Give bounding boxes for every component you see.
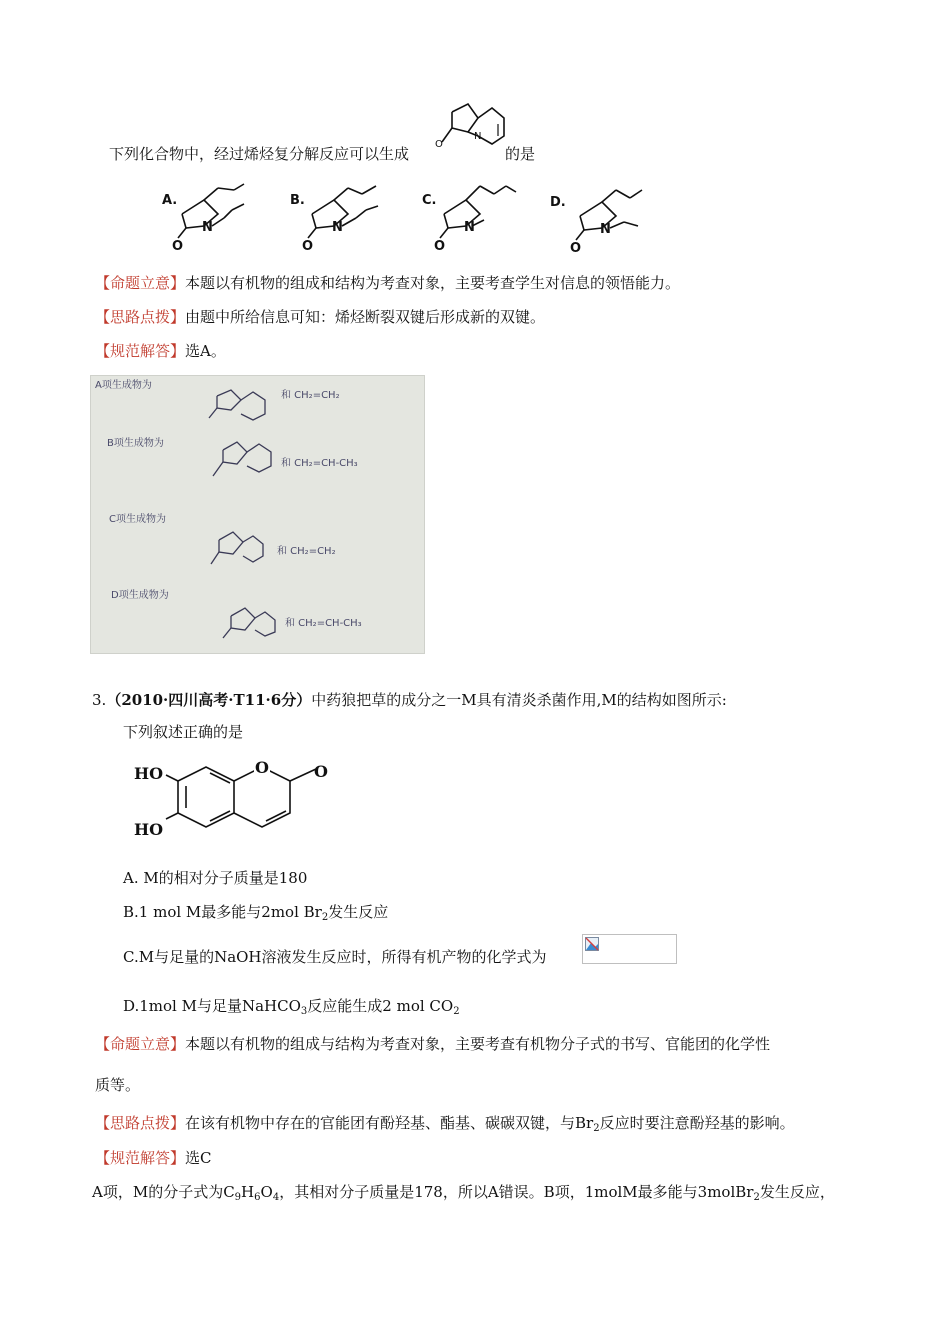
hand-A-label: A项生成物为 <box>95 380 152 391</box>
q2-guifan-text: 选A。 <box>185 342 226 360</box>
q2-mingti-tag: 【命题立意】 <box>95 274 186 292</box>
q2-option-D-label: D. <box>550 195 566 210</box>
q3-option-D-pre: D.1mol M与足量NaHCO <box>123 997 301 1015</box>
q3-struct-O-ring: O <box>255 758 269 777</box>
ans-p4: ，其相对分子质量是178，所以A错误。B项，1molM最多能与3molBr <box>279 1183 754 1201</box>
q3-header <box>92 690 727 710</box>
q3-source: （2010·四川高考·T11·6分） <box>106 691 312 709</box>
q2-stem-suffix: 的是 <box>505 145 536 163</box>
q2-options-diagram <box>160 180 720 260</box>
q3-struct-HO-top: HO <box>134 764 164 783</box>
ans-s2: 6 <box>254 1192 261 1203</box>
ans-p5: 发生反应， <box>759 1183 835 1201</box>
q2-atom-N-b: N <box>332 220 343 235</box>
q3-silu <box>95 1113 795 1133</box>
q3-silu-tag: 【思路点拨】 <box>95 1114 186 1132</box>
q3-silu-sub: 2 <box>593 1123 600 1134</box>
q3-silu-pre: 在该有机物中存在的官能团有酚羟基、酯基、碳碳双键，与Br <box>185 1114 594 1132</box>
q3-guifan-tag: 【规范解答】 <box>95 1149 186 1167</box>
hand-D-label: D项生成物为 <box>111 590 169 601</box>
q2-option-C-label: C. <box>422 193 437 208</box>
target-structure-diagram <box>430 92 530 192</box>
broken-image-icon <box>585 937 599 951</box>
ans-p2: H <box>241 1183 255 1201</box>
q2-atom-O-a: O <box>172 239 184 254</box>
q3-option-D-sub2: 2 <box>453 1006 460 1017</box>
q3-silu-post: 反应时要注意酚羟基的影响。 <box>599 1114 795 1132</box>
hand-C-product: 和 CH₂=CH₂ <box>277 546 336 557</box>
ans-p1: A项，M的分子式为C <box>92 1183 235 1201</box>
q2-option-B-label: B. <box>290 193 305 208</box>
ans-s1: 9 <box>234 1192 242 1203</box>
q3-mingti-tag: 【命题立意】 <box>95 1035 186 1053</box>
ans-p3: O <box>260 1183 273 1201</box>
q2-atom-O-c: O <box>434 239 446 254</box>
q2-stem <box>109 144 409 164</box>
q2-silu-tag: 【思路点拨】 <box>95 308 186 326</box>
q3-struct-HO-bottom: HO <box>134 820 164 839</box>
q2-silu <box>95 307 545 327</box>
ans-s4: 2 <box>753 1192 760 1203</box>
q3-stem: 中药狼把草的成分之一M具有清炎杀菌作用,M的结构如图所示: <box>311 691 727 709</box>
ans-s3: 4 <box>272 1192 280 1203</box>
svg-text:N: N <box>474 131 482 142</box>
q3-number: 3. <box>92 691 107 709</box>
q3-guifan-text: 选C <box>185 1149 212 1167</box>
q2-option-A-label: A. <box>162 193 178 208</box>
q3-option-B-post: 发生反应 <box>328 903 389 921</box>
q3-guifan <box>95 1148 212 1168</box>
q3-option-D <box>123 996 460 1016</box>
q3-mingti-cont: 质等。 <box>95 1076 141 1094</box>
q2-atom-N-a: N <box>202 220 213 235</box>
hand-C-label: C项生成物为 <box>109 514 166 525</box>
q3-option-B-pre: B.1 mol M最多能与2mol Br <box>123 903 322 921</box>
q3-answer-explanation <box>92 1182 835 1202</box>
hand-D-product: 和 CH₂=CH-CH₃ <box>285 618 362 629</box>
q3-stem2: 下列叙述正确的是 <box>123 723 244 741</box>
q2-atom-O-b: O <box>302 239 314 254</box>
broken-image-placeholder <box>582 934 677 964</box>
q2-mingti <box>95 273 680 293</box>
q2-silu-text: 由题中所给信息可知：烯烃断裂双键后形成新的双键。 <box>185 308 546 326</box>
q3-option-D-sub1: 3 <box>300 1006 308 1017</box>
q2-atom-N-d: N <box>600 222 611 237</box>
hand-A-product: 和 CH₂=CH₂ <box>281 390 340 401</box>
q3-mingti <box>95 1034 770 1054</box>
q2-guifan <box>95 341 226 361</box>
q3-structure-diagram <box>130 755 330 855</box>
q3-option-C: C.M与足量的NaOH溶液发生反应时，所得有机产物的化学式为 <box>123 948 547 966</box>
handwritten-answer-photo <box>90 375 425 654</box>
q2-stem-prefix: 下列化合物中，经过烯烃复分解反应可以生成 <box>109 145 410 163</box>
q2-atom-N-c: N <box>464 220 475 235</box>
q3-option-A: A. M的相对分子质量是180 <box>123 869 308 887</box>
q3-option-D-mid: 反应能生成2 mol CO <box>307 997 454 1015</box>
svg-text:O: O <box>435 139 443 150</box>
q3-option-B <box>123 902 388 922</box>
hand-B-label: B项生成物为 <box>107 438 164 449</box>
q2-mingti-text: 本题以有机物的组成和结构为考查对象，主要考查学生对信息的领悟能力。 <box>185 274 681 292</box>
q2-guifan-tag: 【规范解答】 <box>95 342 186 360</box>
q3-struct-O-carbonyl: O <box>314 762 328 781</box>
hand-B-product: 和 CH₂=CH-CH₃ <box>281 458 358 469</box>
q3-mingti-text: 本题以有机物的组成与结构为考查对象，主要考查有机物分子式的书写、官能团的化学性 <box>185 1035 771 1053</box>
q3-option-B-sub: 2 <box>321 912 329 923</box>
q2-atom-O-d: O <box>570 241 582 256</box>
